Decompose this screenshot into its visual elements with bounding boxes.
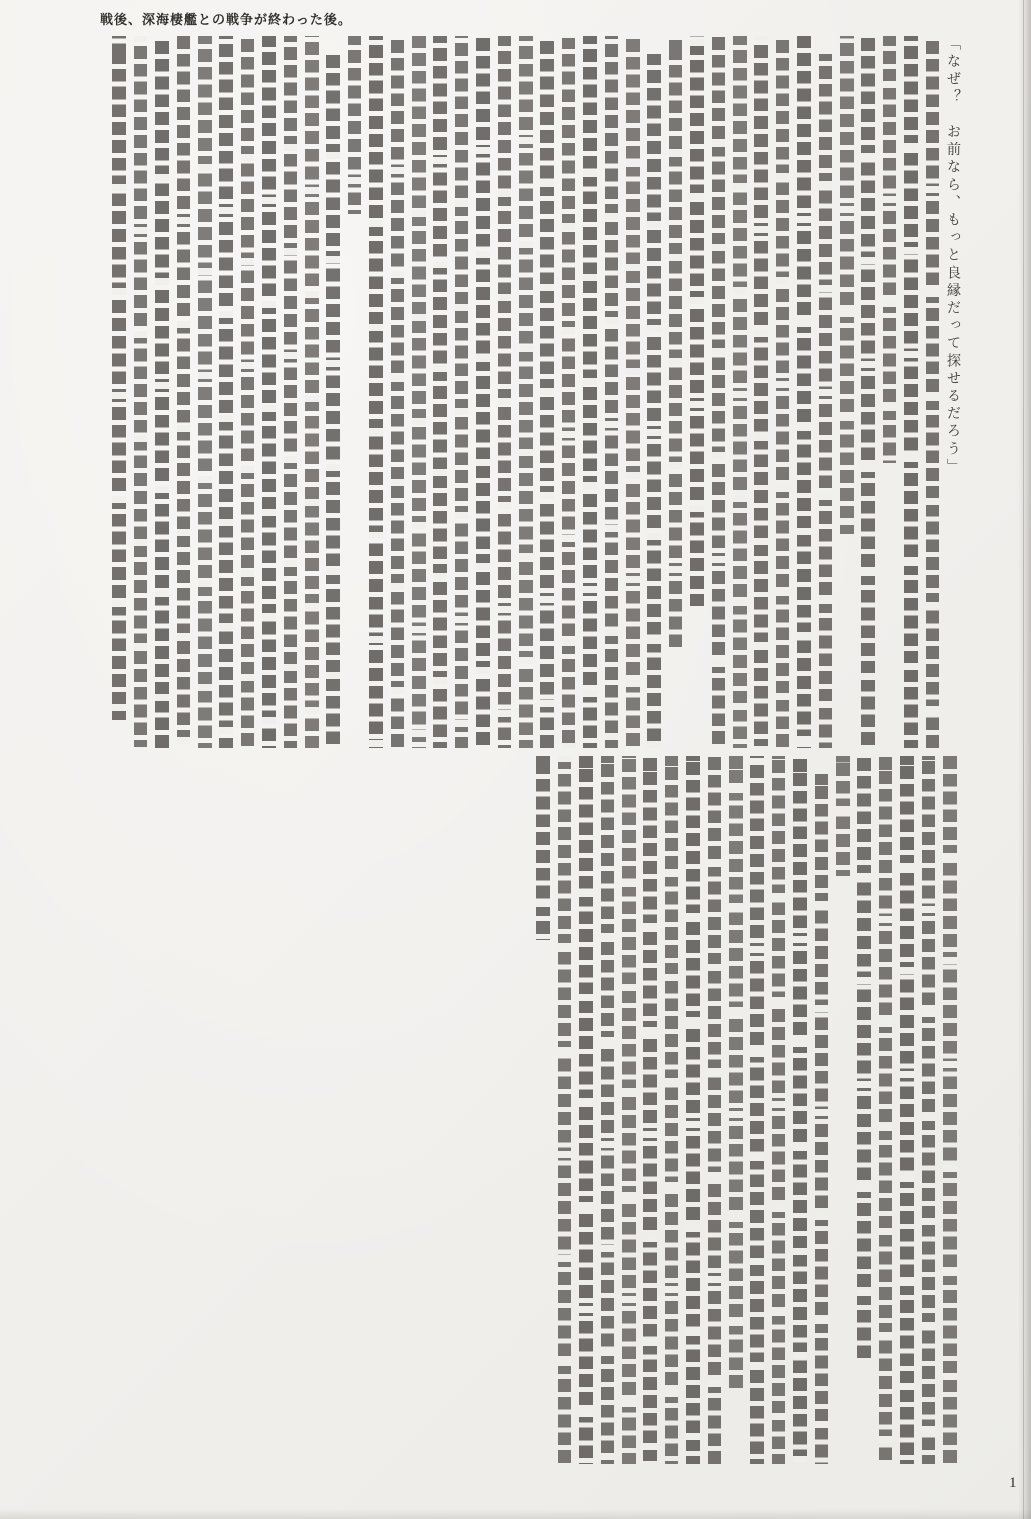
second-text-block	[532, 756, 960, 1464]
redacted-text-column	[690, 36, 704, 606]
redacted-text-column	[601, 756, 615, 1464]
scan-edge-line	[1023, 0, 1024, 1519]
redacted-text-column	[647, 54, 661, 748]
redacted-text-column	[900, 756, 914, 1464]
redacted-text-column	[562, 36, 576, 748]
redacted-text-column	[241, 36, 255, 748]
redacted-text-column	[412, 36, 426, 748]
redacted-text-column	[712, 36, 726, 748]
redacted-text-column	[536, 756, 550, 940]
redacted-text-column	[857, 756, 871, 1358]
redacted-text-column	[883, 36, 897, 463]
redacted-text-column	[772, 756, 786, 1464]
main-text-block	[107, 36, 964, 748]
redacted-text-column	[262, 36, 276, 748]
header-caption: 戦後、深海棲艦との戦争が終わった後。	[100, 12, 352, 27]
redacted-text-column	[815, 774, 829, 1464]
redacted-text-column	[583, 36, 597, 748]
redacted-text-column	[305, 36, 319, 748]
redacted-text-column	[665, 756, 679, 1464]
redacted-text-column	[519, 36, 533, 748]
redacted-text-column	[558, 756, 572, 1464]
redacted-text-column	[626, 36, 640, 748]
redacted-text-column	[391, 36, 405, 748]
redacted-text-column	[605, 36, 619, 748]
redacted-text-column	[776, 36, 790, 748]
redacted-text-column	[155, 36, 169, 748]
redacted-text-column	[793, 756, 807, 1464]
redacted-text-column	[433, 36, 447, 748]
redacted-text-column	[922, 756, 936, 1464]
page-number: 1	[1009, 1475, 1017, 1491]
redacted-text-column	[622, 756, 636, 1464]
redacted-text-column	[177, 36, 191, 748]
redacted-text-column	[861, 36, 875, 748]
redacted-text-column	[455, 36, 469, 748]
redacted-text-column	[476, 36, 490, 748]
scan-bottom-shadow	[0, 1509, 1031, 1519]
redacted-text-column	[750, 756, 764, 1464]
opening-dialogue-column: 「なぜ？ お前なら、もっと良縁だって探せるだろう」	[945, 36, 961, 476]
redacted-text-column	[643, 756, 657, 1464]
redacted-text-column	[729, 756, 743, 1393]
scan-edge-shadow	[1018, 0, 1031, 1519]
redacted-text-column	[219, 36, 233, 748]
redacted-text-column	[326, 54, 340, 748]
redacted-text-column	[669, 36, 683, 648]
redacted-text-column	[840, 36, 854, 534]
redacted-text-column	[836, 756, 850, 876]
redacted-text-column	[112, 36, 126, 720]
redacted-text-column	[819, 54, 833, 748]
redacted-text-column	[134, 36, 148, 748]
redacted-text-column	[540, 36, 554, 748]
redacted-text-column	[926, 36, 940, 748]
redacted-text-column	[733, 36, 747, 748]
redacted-text-column	[198, 36, 212, 748]
redacted-text-column	[498, 36, 512, 748]
redacted-text-column	[708, 756, 722, 1464]
redacted-text-column	[943, 756, 957, 1464]
redacted-text-column	[754, 36, 768, 748]
redacted-text-column	[348, 36, 362, 214]
redacted-text-column	[686, 756, 700, 1464]
redacted-text-column	[879, 756, 893, 1464]
redacted-text-column	[797, 36, 811, 748]
redacted-text-column	[284, 36, 298, 748]
redacted-text-column	[369, 36, 383, 748]
redacted-text-column	[904, 36, 918, 748]
redacted-text-column	[579, 756, 593, 1464]
